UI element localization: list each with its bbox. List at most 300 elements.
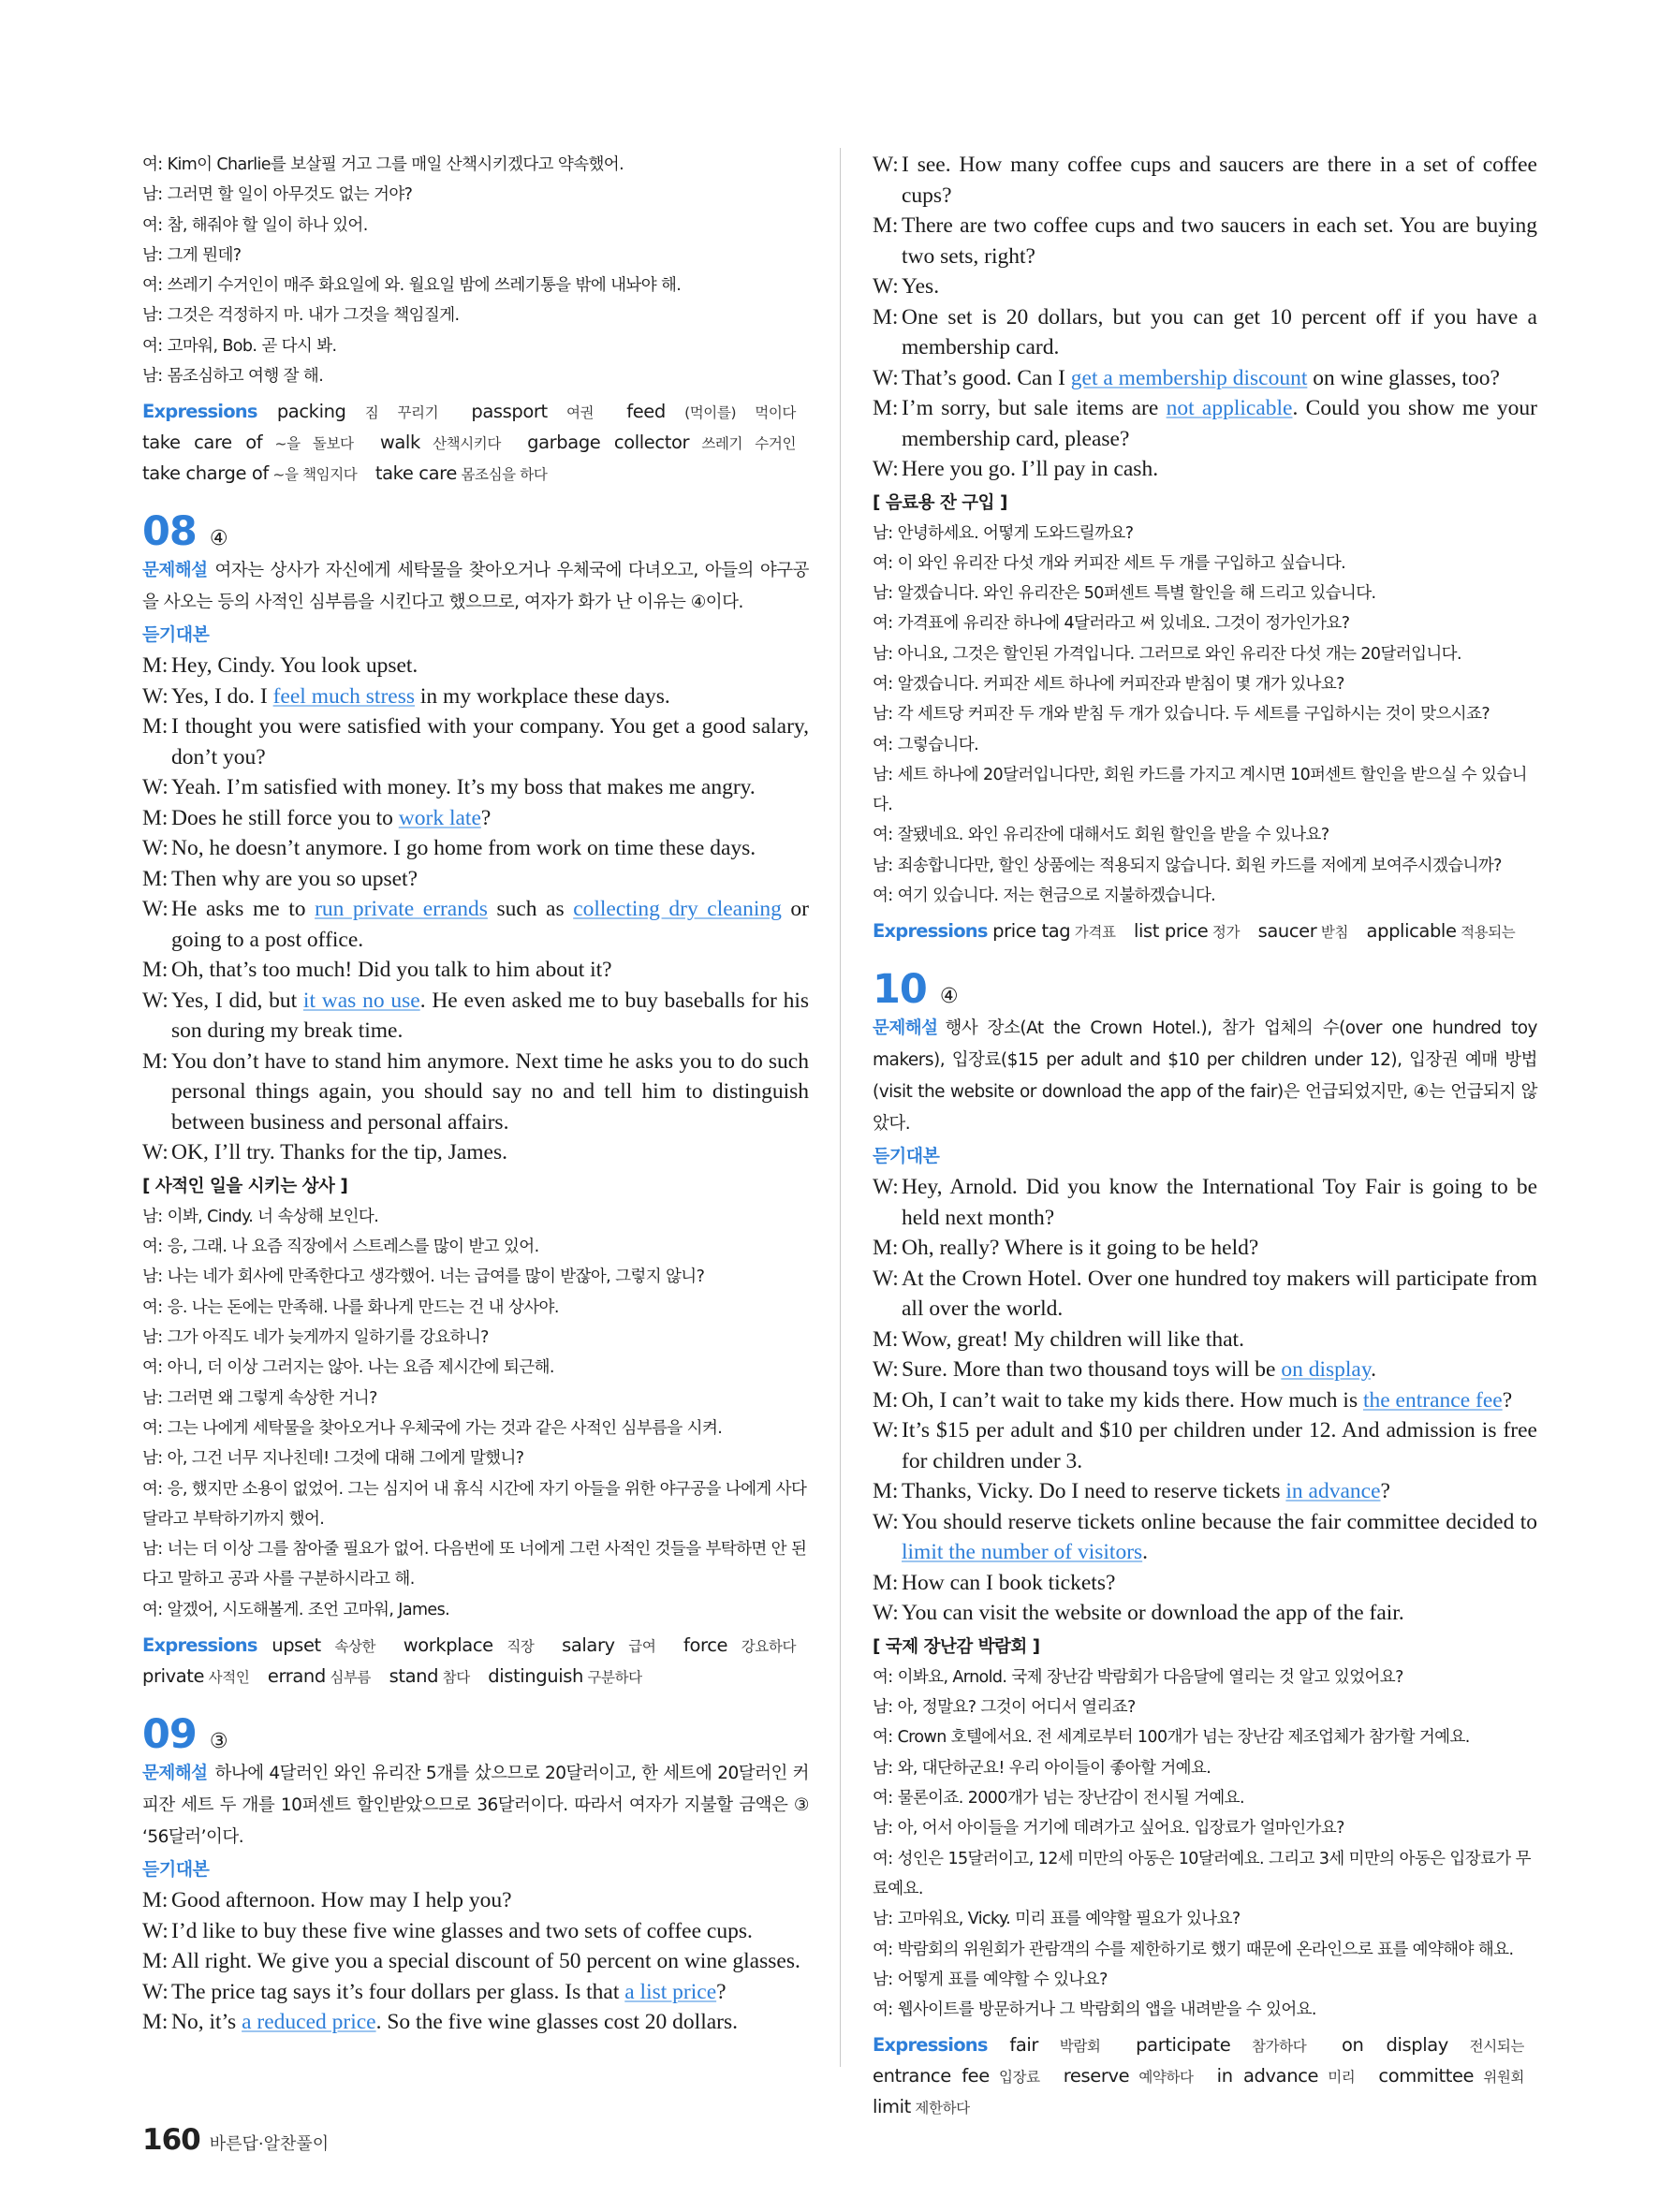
speaker-label: W: (873, 1266, 899, 1291)
dialogue-text: ? (1502, 1387, 1513, 1413)
expression-term: walk (379, 432, 420, 454)
speaker-label: M: (142, 805, 169, 830)
dialogue-line (142, 803, 809, 834)
expression-item (992, 922, 1115, 942)
speaker-label: M: (873, 213, 899, 238)
translation-line: 남: 나는 네가 회사에 만족한다고 생각했어. 너는 급여를 많이 받잖아, 그렇지 않니? (142, 1267, 705, 1287)
speaker-label: W: (873, 1418, 899, 1443)
translation-line: 여: 참, 해줘야 할 일이 하나 있어. (142, 215, 368, 235)
dialogue-line (142, 651, 809, 681)
dialogue-text: You should reserve tickets online because the fair committee decided to (902, 1509, 1537, 1534)
expression-term: passport (471, 401, 548, 423)
expression-meaning: 구분하다 (582, 1669, 642, 1687)
dialogue-text: or going to a post office. (171, 897, 809, 952)
question-header (142, 1711, 809, 1758)
speaker-label: M: (142, 1949, 169, 1974)
speaker-label: W: (142, 988, 169, 1013)
expression-meaning: ~을 돌보다 (262, 435, 354, 453)
explanation-text: 행사 장소(At the Crown Hotel.), 참가 업체의 수(over one hundred toy makers), 입장료($15 per adult and $10 per children under 12), 입장권 예매 방법(visit the website or download the app of the fair)은 언급되었지만, ④는 언급되지 않았다. (873, 1018, 1537, 1135)
dialogue-text: Oh, that’s too much! Did you talk to him about it? (171, 958, 612, 983)
speaker-label: M: (142, 958, 169, 983)
explanation (142, 555, 809, 619)
translation-line: 남: 죄송합니다만, 할인 상품에는 적용되지 않습니다. 회원 카드를 저에게 보여주시겠습니까? (873, 856, 1502, 875)
dialogue-text: Then why are you so upset? (171, 866, 418, 891)
dialogue-text: . (1371, 1357, 1376, 1383)
translation-line: 남: 그가 아직도 네가 늦게까지 일하기를 강요하니? (142, 1328, 489, 1348)
page-number: 160 (142, 2123, 200, 2157)
dialogue-text: . So the five wine glasses cost 20 dollars. (375, 2010, 738, 2035)
dialogue-line (873, 1355, 1537, 1385)
expression-term: participate (1136, 2034, 1231, 2057)
dialogue-line (873, 1172, 1537, 1233)
dialogue-line (873, 1598, 1537, 1629)
translation-line: 남: 그게 뭔데? (142, 245, 242, 265)
expression-term: stand (389, 1665, 439, 1688)
speaker-label: W: (142, 683, 169, 709)
expression-meaning: 여권 (547, 404, 595, 422)
translation-line: 여: 이봐요, Arnold. 국제 장난감 박람회가 다음달에 열리는 것 알고 있었어요? (873, 1667, 1403, 1687)
speaker-label: W: (142, 836, 169, 861)
speaker-label: W: (142, 1979, 169, 2004)
expression-term: distinguish (488, 1665, 583, 1688)
question-number: 10 (873, 966, 927, 1014)
translation (142, 1202, 809, 1625)
expression-item (380, 433, 501, 453)
expression-meaning: 정가 (1208, 924, 1241, 942)
explanation (142, 1758, 809, 1853)
dialogue-text: It’s $15 per adult and $10 per children under 12. And admission is free for children under 3. (902, 1418, 1537, 1473)
explanation-label: 문제해설 (142, 1764, 208, 1784)
expression-meaning: 위원회 (1474, 2069, 1524, 2087)
expression-meaning: 강요하다 (727, 1638, 797, 1656)
dialogue-text: One set is 20 dollars, but you can get 10 percent off if you have a membership card. (902, 304, 1537, 359)
dialogue (873, 1172, 1537, 1629)
section-title: [ 사적인 일을 시키는 상사 ] (142, 1176, 348, 1196)
dialogue-text: Yes, I do. I (171, 683, 273, 709)
expression-term: entrance fee (873, 2065, 990, 2087)
expression-item (272, 1636, 375, 1656)
dialogue-line (873, 302, 1537, 363)
expression-term: force (683, 1634, 728, 1657)
dialogue-line (142, 833, 809, 864)
expression-meaning: 몸조심을 하다 (456, 466, 548, 484)
dialogue-text: There are two coffee cups and two saucers in each set. You are buying two sets, right? (902, 213, 1537, 269)
dialogue-text: Oh, I can’t wait to take my kids there. How much is (902, 1387, 1363, 1413)
expression-term: packing (276, 401, 346, 423)
expression-item (1064, 2067, 1194, 2087)
translation-line: 남: 아, 어서 아이들을 거기에 데려가고 싶어요. 입장료가 얼마인가요? (873, 1819, 1344, 1838)
dialogue-text: Does he still force you to (171, 805, 399, 830)
explanation-text: 하나에 4달러인 와인 유리잔 5개를 샀으므로 20달러이고, 한 세트에 20달러인 커피잔 세트 두 개를 10퍼센트 할인받았으므로 36달러이다. 따라서 여자가 지불할 금액은 ③ ‘56달러’이다. (142, 1764, 809, 1848)
speaker-label: W: (873, 1601, 899, 1626)
expression-meaning: 박람회 (1038, 2038, 1101, 2056)
column-divider (840, 148, 841, 2067)
speaker-label: M: (873, 304, 899, 330)
dialogue-text: in my workplace these days. (415, 683, 670, 709)
dialogue-text: Here you go. I’ll pay in cash. (902, 457, 1159, 481)
expression-term: take charge of (142, 462, 269, 485)
dialogue-line (873, 150, 1537, 211)
speaker-label: W: (142, 897, 169, 922)
expressions-label: Expressions (873, 2034, 988, 2057)
dialogue-text: Oh, really? Where is it going to be held? (902, 1236, 1259, 1261)
dialogue-text: such as (487, 897, 574, 922)
expression-item (389, 1667, 470, 1687)
expression-meaning: 받침 (1316, 924, 1349, 942)
speaker-label: M: (873, 1479, 899, 1504)
dialogue-line (142, 1977, 809, 2008)
expression-item (488, 1667, 641, 1687)
speaker-label: W: (873, 365, 899, 390)
translation (873, 519, 1537, 912)
speaker-label: M: (142, 1888, 169, 1913)
dialogue-text: Thanks, Vicky. Do I need to reserve tickets (902, 1479, 1286, 1504)
dialogue-text: . (1142, 1540, 1149, 1565)
dialogue-text: ? (1380, 1479, 1390, 1504)
speaker-label: W: (873, 1357, 899, 1383)
speaker-label: W: (142, 1140, 169, 1165)
dialogue-text: OK, I’ll try. Thanks for the tip, James. (171, 1140, 507, 1165)
dialogue-line (873, 1385, 1537, 1416)
dialogue-text: You don’t have to stand him anymore. Next time he asks you to do such personal things again, you should say no and tell him to distinguish between business and personal affairs. (171, 1048, 809, 1135)
dialogue-line (142, 986, 809, 1047)
expression-meaning: 사적인 (204, 1669, 250, 1687)
expression-meaning: 속상한 (320, 1638, 376, 1656)
dialogue-line (142, 864, 809, 895)
expression-term: committee (1378, 2065, 1475, 2087)
expression-meaning: 급여 (614, 1638, 656, 1656)
translation-line: 여: 응. 나는 돈에는 만족해. 나를 화나게 만드는 건 내 상사야. (142, 1297, 559, 1317)
speaker-label: M: (142, 2010, 169, 2035)
translation-line: 남: 안녕하세요. 어떻게 도와드릴까요? (873, 523, 1134, 543)
expression-term: workplace (403, 1634, 493, 1657)
translation-line: 남: 아, 정말요? 그것이 어디서 열리죠? (873, 1698, 1136, 1718)
expression-meaning: 짐 꾸리기 (345, 404, 439, 422)
translation-line: 여: 응, 했지만 소용이 없었어. 그는 심지어 내 휴식 시간에 자기 아들을 위한 야구공을 나에게 사다 달라고 부탁하기까지 했어. (142, 1479, 807, 1529)
speaker-label: W: (142, 1918, 169, 1943)
dialogue-line (142, 681, 809, 712)
speaker-label: M: (873, 1387, 899, 1413)
dialogue-line (142, 711, 809, 772)
answer-mark: ③ (209, 1730, 228, 1754)
dialogue-text: You can visit the website or download the app of the fair. (902, 1601, 1404, 1626)
dialogue-text: I’d like to buy these five wine glasses and two sets of coffee cups. (171, 1918, 753, 1943)
dialogue-text: Yes. (902, 274, 940, 299)
highlighted-phrase: it was no use (302, 988, 420, 1013)
dialogue-line (873, 393, 1537, 454)
explanation-label: 문제해설 (142, 561, 208, 581)
answer-mark: ④ (209, 527, 228, 551)
dialogue-line (142, 955, 809, 986)
expression-item (471, 403, 594, 422)
dialogue-text: That’s good. Can I (902, 365, 1071, 390)
intro-translation (142, 150, 809, 391)
speaker-label: M: (873, 1570, 899, 1595)
dialogue-text: Good afternoon. How may I help you? (171, 1888, 512, 1913)
expression-item (1367, 922, 1516, 942)
expression-term: errand (267, 1665, 326, 1688)
translation-line: 여: 성인은 15달러이고, 12세 미만의 아동은 10달러예요. 그리고 3세 미만의 아동은 입장료가 무료예요. (873, 1849, 1531, 1898)
expression-item (626, 403, 796, 422)
script-label: 듣기대본 (142, 624, 210, 646)
dialogue-text: Sure. More than two thousand toys will be (902, 1357, 1282, 1383)
expression-item (404, 1636, 535, 1656)
dialogue-line (142, 1047, 809, 1138)
dialogue-text: The price tag says it’s four dollars per glass. Is that (171, 1979, 625, 2004)
dialogue-text: ? (480, 805, 492, 830)
dialogue-line (142, 1916, 809, 1947)
speaker-label: W: (873, 274, 899, 299)
expression-item (1342, 2036, 1524, 2056)
dialogue-text: . Could you show me your membership card, please? (902, 396, 1537, 451)
question-number: 09 (142, 1711, 197, 1759)
translation-line: 여: 그는 나에게 세탁물을 찾아오거나 우체국에 가는 것과 같은 사적인 심부름을 시켜. (142, 1418, 723, 1438)
highlighted-phrase: limit the number of visitors (902, 1540, 1143, 1565)
script-label: 듣기대본 (142, 1859, 210, 1881)
dialogue-text: I thought you were satisfied with your company. You get a good salary, don’t you? (171, 714, 809, 769)
speaker-label: M: (142, 866, 169, 891)
expression-item (562, 1636, 655, 1656)
dialogue-text: At the Crown Hotel. Over one hundred toy makers will participate from all over the world. (902, 1266, 1537, 1322)
dialogue-line (873, 1507, 1537, 1568)
translation-line: 남: 이봐, Cindy. 너 속상해 보인다. (142, 1207, 379, 1226)
answer-mark: ④ (939, 985, 959, 1009)
expression-meaning: 참가하다 (1230, 2038, 1307, 2056)
expression-term: reserve (1063, 2065, 1130, 2087)
dialogue-line (873, 363, 1537, 394)
translation-line: 여: 물론이죠. 2000개가 넘는 장난감이 전시될 거예요. (873, 1789, 1244, 1809)
left-column (142, 150, 809, 2038)
expressions-label: Expressions (142, 401, 257, 423)
dialogue-text: Yeah. I’m satisfied with money. It’s my boss that makes me angry. (171, 775, 756, 800)
translation-line: 남: 그러면 할 일이 아무것도 없는 거야? (142, 185, 413, 205)
dialogue-text: Hey, Arnold. Did you know the International Toy Fair is going to be held next month? (902, 1175, 1537, 1230)
translation-line: 남: 아니요, 그것은 할인된 가격입니다. 그러므로 와인 유리잔 다섯 개는 20달러입니다. (873, 644, 1461, 664)
translation-line: 여: 여기 있습니다. 저는 현금으로 지불하겠습니다. (873, 886, 1216, 906)
dialogue (142, 1885, 809, 2038)
dialogue-line (142, 772, 809, 803)
dialogue-text: No, it’s (171, 2010, 242, 2035)
expression-item (277, 403, 438, 422)
translation-line: 남: 너는 더 이상 그를 참아줄 필요가 없어. 다음번에 또 너에게 그런 사적인 것들을 부탁하면 안 된다고 말하고 공과 사를 구분하시라고 해. (142, 1540, 807, 1589)
expression-meaning: 적용되는 (1456, 924, 1516, 942)
highlighted-phrase: the entrance fee (1362, 1387, 1503, 1413)
expression-meaning: 산책시키다 (419, 435, 501, 453)
explanation-text: 여자는 상사가 자신에게 세탁물을 찾아오거나 우체국에 다녀오고, 아들의 야구공을 사오는 등의 사적인 심부름을 시킨다고 했으므로, 여자가 화가 난 이유는 ④이다. (142, 561, 809, 613)
speaker-label: M: (142, 714, 169, 740)
expression-item (873, 2098, 970, 2117)
expression-meaning: ~을 책임지다 (268, 466, 358, 484)
translation-line: 여: 응, 그래. 나 요즘 직장에서 스트레스를 많이 받고 있어. (142, 1238, 539, 1257)
expression-term: private (142, 1665, 205, 1688)
translation-line: 여: 쓰레기 수거인이 매주 화요일에 와. 월요일 밤에 쓰레기통을 밖에 내놔야 해. (142, 276, 682, 296)
dialogue (873, 150, 1537, 485)
expression-term: applicable (1366, 920, 1457, 943)
expression-term: salary (562, 1634, 615, 1657)
expression-term: on display (1342, 2034, 1448, 2057)
translation-line: 남: 어떻게 표를 예약할 수 있나요? (873, 1970, 1108, 1989)
translation-line: 여: 가격표에 유리잔 하나에 4달러라고 써 있네요. 그것이 정가인가요? (873, 614, 1350, 634)
highlighted-phrase: get a membership discount (1070, 365, 1308, 390)
dialogue-line (142, 2007, 809, 2038)
expression-meaning: 미리 (1318, 2069, 1356, 2087)
dialogue-line (873, 1476, 1537, 1507)
expression-meaning: 참다 (438, 1669, 470, 1687)
question-number: 08 (142, 508, 197, 556)
expression-meaning: 입장료 (989, 2069, 1040, 2087)
question-header (142, 508, 809, 555)
translation-line: 여: 박람회의 위원회가 관람객의 수를 제한하기로 했기 때문에 온라인으로 표를 예약해야 해요. (873, 1940, 1514, 1959)
speaker-label: W: (142, 775, 169, 800)
translation-line: 여: 잘됐네요. 와인 유리잔에 대해서도 회원 할인을 받을 수 있나요? (873, 826, 1329, 845)
translation-line: 남: 그것은 걱정하지 마. 내가 그것을 책임질게. (142, 306, 460, 326)
expression-meaning: (먹이를) 먹이다 (665, 404, 796, 422)
expression-term: upset (272, 1634, 321, 1657)
dialogue-line (873, 1233, 1537, 1264)
translation-line: 여: 알겠어, 시도해볼게. 조언 고마워, James. (142, 1600, 450, 1619)
dialogue-line (873, 1325, 1537, 1355)
highlighted-phrase: feel much stress (272, 683, 416, 709)
dialogue-text: Wow, great! My children will like that. (902, 1326, 1244, 1352)
translation-line: 남: 고마워요, Vicky. 미리 표를 예약할 필요가 있나요? (873, 1910, 1241, 1929)
expression-term: fair (1009, 2034, 1039, 2057)
expression-item (1378, 2067, 1524, 2087)
dialogue-text: No, he doesn’t anymore. I go home from work on time these days. (171, 836, 756, 861)
dialogue-line (142, 1885, 809, 1916)
expression-item (268, 1667, 371, 1687)
highlighted-phrase: collecting dry cleaning (573, 897, 782, 922)
dialogue-line (873, 211, 1537, 271)
expression-meaning: 제한하다 (910, 2100, 970, 2117)
expressions-box (873, 916, 1537, 947)
expression-item (142, 433, 354, 453)
dialogue-line (142, 894, 809, 955)
dialogue-line (142, 1946, 809, 1977)
question-header (873, 966, 1537, 1013)
right-column (873, 150, 1537, 2123)
expression-item (527, 433, 796, 453)
dialogue-line (142, 1137, 809, 1168)
translation-line: 남: 몸조심하고 여행 잘 해. (142, 367, 324, 387)
section-title: [ 국제 장난감 박람회 ] (873, 1636, 1040, 1657)
dialogue-text: Yes, I did, but (171, 988, 303, 1013)
expression-item (375, 464, 548, 484)
speaker-label: W: (873, 1509, 899, 1534)
expression-item (1009, 2036, 1100, 2056)
dialogue-text: All right. We give you a special discount of 50 percent on wine glasses. (171, 1949, 800, 1974)
expression-item (142, 1667, 249, 1687)
expression-item (142, 464, 357, 484)
translation-line: 여: 고마워, Bob. 곧 다시 봐. (142, 336, 337, 356)
expression-meaning: 직장 (492, 1638, 535, 1656)
expressions-label: Expressions (142, 1634, 257, 1657)
translation-line: 남: 각 세트당 커피잔 두 개와 받침 두 개가 있습니다. 두 세트를 구입하시는 것이 맞으시죠? (873, 705, 1490, 725)
speaker-label: W: (873, 1175, 899, 1200)
translation-line: 남: 와, 대단하군요! 우리 아이들이 좋아할 거예요. (873, 1758, 1211, 1778)
dialogue-text: Hey, Cindy. You look upset. (171, 653, 418, 679)
page-footer (142, 2123, 329, 2157)
translation-line: 남: 아, 그건 너무 지나친데! 그것에 대해 그에게 말했니? (142, 1449, 524, 1469)
translation-line: 여: 아니, 더 이상 그러지는 않아. 나는 요즘 제시간에 퇴근해. (142, 1358, 554, 1378)
expression-meaning: 전시되는 (1447, 2038, 1524, 2056)
translation-line: 여: Crown 호텔에서요. 전 세계로부터 100개가 넘는 장난감 제조업체가 참가할 거예요. (873, 1728, 1470, 1748)
highlighted-phrase: on display (1281, 1357, 1372, 1383)
speaker-label: W: (873, 153, 899, 177)
highlighted-phrase: a list price (624, 1979, 717, 2004)
dialogue-text: on wine glasses, too? (1307, 365, 1500, 390)
expression-item (1217, 2067, 1356, 2087)
dialogue-line (873, 271, 1537, 302)
script-label: 듣기대본 (873, 1146, 940, 1167)
speaker-label: M: (873, 1326, 899, 1352)
expression-meaning: 심부름 (325, 1669, 372, 1687)
expression-term: limit (873, 2096, 911, 2118)
expression-item (1134, 922, 1240, 942)
translation-line: 여: Kim이 Charlie를 보살필 거고 그를 매일 산책시키겠다고 약속했어. (142, 155, 624, 174)
explanation (873, 1013, 1537, 1140)
dialogue-line (873, 454, 1537, 485)
expression-term: list price (1134, 920, 1209, 943)
translation-line: 여: 그렇습니다. (873, 735, 979, 754)
dialogue (142, 651, 809, 1168)
translation-line: 여: 알겠습니다. 커피잔 세트 하나에 커피잔과 받침이 몇 개가 있나요? (873, 674, 1344, 694)
section-title: [ 음료용 잔 구입 ] (873, 492, 1007, 513)
expression-item (1136, 2036, 1306, 2056)
expressions-label: Expressions (873, 920, 988, 943)
expression-meaning: 가격표 (1070, 924, 1116, 942)
translation-line: 남: 세트 하나에 20달러입니다만, 회원 카드를 가지고 계시면 10퍼센트 할인을 받으실 수 있습니다. (873, 765, 1527, 815)
expression-term: feed (626, 401, 666, 423)
expression-meaning: 예약하다 (1129, 2069, 1194, 2087)
translation (873, 1663, 1537, 2026)
highlighted-phrase: work late (398, 805, 481, 830)
dialogue-text: I’m sorry, but sale items are (902, 396, 1167, 420)
translation-line: 남: 알겠습니다. 와인 유리잔은 50퍼센트 특별 할인을 해 드리고 있습니다. (873, 584, 1376, 604)
speaker-label: M: (873, 396, 899, 420)
expression-term: saucer (1257, 920, 1317, 943)
expressions-box (142, 1631, 809, 1692)
speaker-label: M: (142, 653, 169, 679)
dialogue-line (873, 1415, 1537, 1476)
expression-term: take care (374, 462, 457, 485)
expression-item (873, 2067, 1040, 2087)
speaker-label: M: (873, 1236, 899, 1261)
expressions-box (142, 397, 809, 490)
book-title: 바른답·알찬풀이 (209, 2134, 330, 2154)
dialogue-text: ? (716, 1979, 727, 2004)
expression-term: garbage collector (527, 432, 690, 454)
dialogue-text: . He even asked me to buy baseballs for his son during my break time. (171, 988, 809, 1044)
speaker-label: W: (873, 457, 899, 481)
translation-line: 여: 이 와인 유리잔 다섯 개와 커피잔 세트 두 개를 구입하고 싶습니다. (873, 553, 1346, 573)
expression-item (683, 1636, 796, 1656)
expression-meaning: 쓰레기 수거인 (689, 435, 797, 453)
translation-line: 여: 웹사이트를 방문하거나 그 박람회의 앱을 내려받을 수 있어요. (873, 2000, 1316, 2020)
dialogue-text: He asks me to (171, 897, 316, 922)
expression-term: price tag (992, 920, 1071, 943)
dialogue-text: I see. How many coffee cups and saucers are there in a set of coffee cups? (902, 153, 1537, 208)
highlighted-phrase: not applicable (1166, 396, 1293, 420)
expression-term: take care of (142, 432, 263, 454)
dialogue-line (873, 1264, 1537, 1325)
highlighted-phrase: in advance (1285, 1479, 1381, 1504)
highlighted-phrase: run private errands (315, 897, 488, 922)
speaker-label: M: (142, 1048, 169, 1074)
highlighted-phrase: a reduced price (242, 2010, 376, 2035)
expression-term: in advance (1216, 2065, 1319, 2087)
translation-line: 남: 그러면 왜 그렇게 속상한 거니? (142, 1388, 377, 1408)
expression-item (1258, 922, 1349, 942)
